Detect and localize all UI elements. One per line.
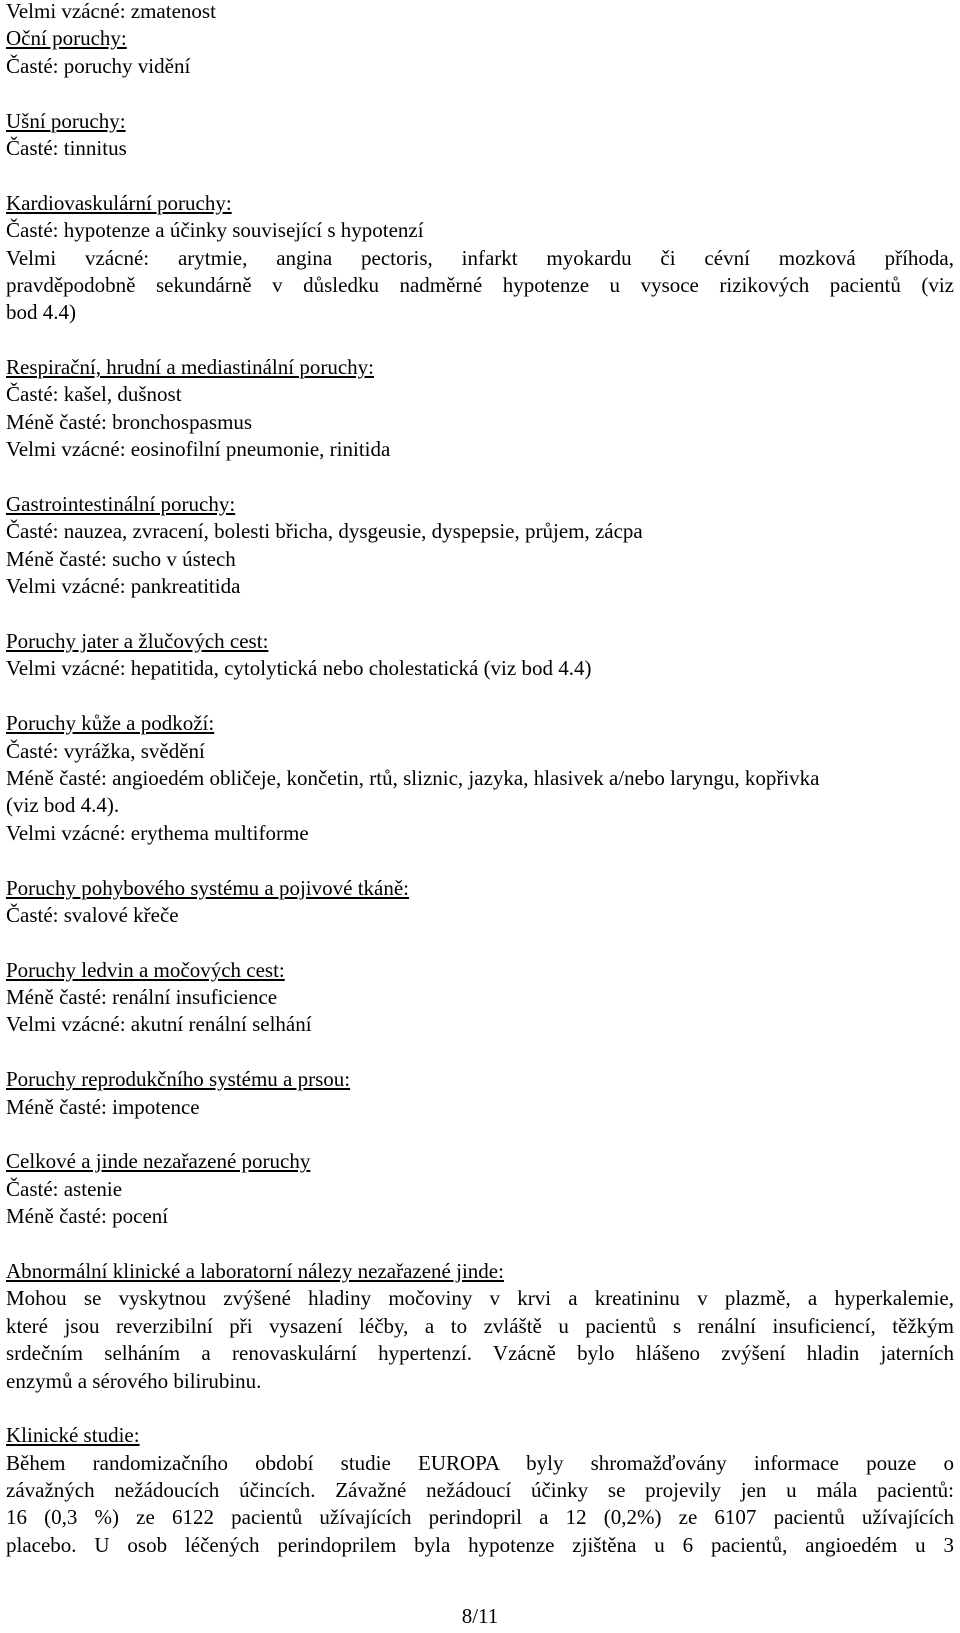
section-heading-eye: Oční poruchy:	[6, 26, 127, 51]
section-heading-clinical-studies: Klinické studie:	[6, 1423, 140, 1448]
text-line: závažných nežádoucích účincích. Závažné nežádoucí účinky se projevily jen u mála pacientů:	[6, 1478, 954, 1503]
section-heading-skin: Poruchy kůže a podkoží:	[6, 711, 215, 736]
text-line: Velmi vzácné: pankreatitida	[6, 574, 241, 599]
section-heading-liver: Poruchy jater a žlučových cest:	[6, 628, 269, 653]
text-line: Časté: poruchy vidění	[6, 53, 191, 78]
section-heading-musculoskeletal: Poruchy pohybového systému a pojivové tkáně:	[6, 875, 410, 900]
text-line: Časté: vyrážka, svědění	[6, 738, 205, 763]
text-line: Méně časté: sucho v ústech	[6, 546, 236, 571]
text-line: Časté: tinnitus	[6, 135, 127, 160]
text-line: Časté: kašel, dušnost	[6, 382, 182, 407]
text-line: které jsou reverzibilní při vysazení léčby, a to zvláště u pacientů s renální insuficiencí, těžkým	[6, 1313, 954, 1338]
text-line: Během randomizačního období studie EUROPA byly shromažďovány informace pouze o	[6, 1450, 954, 1475]
section-heading-respiratory: Respirační, hrudní a mediastinální poruchy:	[6, 355, 374, 380]
text-line: enzymů a sérového bilirubinu.	[6, 1368, 262, 1393]
document-page	[6, 0, 954, 1559]
section-heading-lab-findings: Abnormální klinické a laboratorní nálezy nezařazené jinde:	[6, 1258, 504, 1283]
text-line: Časté: svalové křeče	[6, 902, 179, 927]
text-line: Mohou se vyskytnou zvýšené hladiny močoviny v krvi a kreatininu v plazmě, a hyperkalemie,	[6, 1286, 954, 1311]
section-heading-gastro: Gastrointestinální poruchy:	[6, 492, 236, 517]
text-line: placebo. U osob léčených perindoprilem byla hypotenze zjištěna u 6 pacientů, angioedém u 3	[6, 1532, 954, 1557]
text-line: Velmi vzácné: erythema multiforme	[6, 820, 309, 845]
section-heading-ear: Ušní poruchy:	[6, 108, 126, 133]
text-line: Velmi vzácné: eosinofilní pneumonie, rinitida	[6, 437, 391, 462]
text-line: Velmi vzácné: akutní renální selhání	[6, 1012, 312, 1037]
text-line: Časté: hypotenze a účinky související s hypotenzí	[6, 218, 424, 243]
text-line: Méně časté: pocení	[6, 1204, 169, 1229]
text-line: Časté: astenie	[6, 1176, 123, 1201]
text-line: Velmi vzácné: zmatenost	[6, 0, 216, 23]
section-heading-reproductive: Poruchy reprodukčního systému a prsou:	[6, 1067, 351, 1092]
paragraph-lab-findings	[6, 1285, 954, 1395]
text-line: Méně časté: renální insuficience	[6, 985, 278, 1010]
text-line: 16 (0,3 %) ze 6122 pacientů užívajících perindopril a 12 (0,2%) ze 6107 pacientů užívajících	[6, 1505, 954, 1530]
section-heading-cardio: Kardiovaskulární poruchy:	[6, 190, 232, 215]
text-line: pravděpodobně sekundárně v důsledku nadměrné hypotenze u vysoce rizikových pacientů (viz	[6, 272, 954, 297]
text-line: Velmi vzácné: arytmie, angina pectoris, infarkt myokardu či cévní mozková příhoda,	[6, 245, 954, 270]
text-line: (viz bod 4.4).	[6, 793, 120, 818]
page-number: 8/11	[461, 1604, 499, 1628]
text-line: Méně časté: impotence	[6, 1094, 200, 1119]
section-heading-kidney: Poruchy ledvin a močových cest:	[6, 957, 285, 982]
paragraph-clinical-studies	[6, 1450, 954, 1560]
section-heading-general: Celkové a jinde nezařazené poruchy	[6, 1149, 311, 1174]
text-line: Časté: nauzea, zvracení, bolesti břicha, dysgeusie, dyspepsie, průjem, zácpa	[6, 519, 643, 544]
text-line: Méně časté: angioedém obličeje, končetin, rtů, sliznic, jazyka, hlasivek a/nebo laryngu, kopřivka	[6, 765, 820, 790]
paragraph-cardio	[6, 245, 954, 327]
text-line: srdečním selháním a renovaskulární hypertenzí. Vzácně bylo hlášeno zvýšení hladin jaterních	[6, 1341, 954, 1366]
text-line: bod 4.4)	[6, 300, 76, 325]
text-line: Velmi vzácné: hepatitida, cytolytická nebo cholestatická (viz bod 4.4)	[6, 656, 592, 681]
text-line: Méně časté: bronchospasmus	[6, 409, 253, 434]
